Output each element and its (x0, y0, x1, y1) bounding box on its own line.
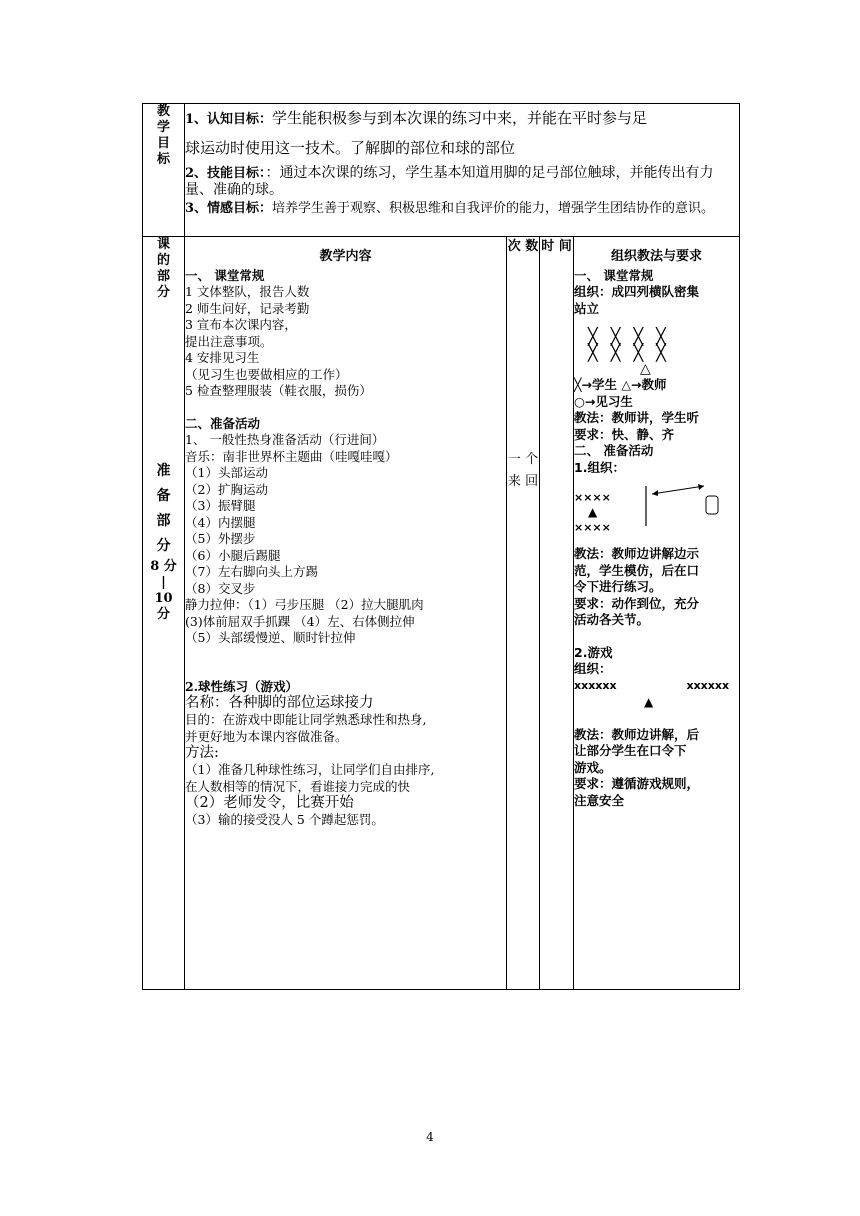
org-method-line: 要求：动作到位，充分 (574, 595, 700, 611)
teaching-content (185, 237, 507, 990)
teacher-marker: △ (640, 361, 651, 377)
game-teacher-marker: ▲ (644, 695, 654, 709)
arrow-line (652, 486, 704, 494)
drill-students-bottom: ×××× (574, 521, 611, 534)
drill-teacher-marker: ▲ (588, 505, 598, 519)
warmup-item: （5）外摆步 (185, 531, 256, 546)
routine-item: 提出注意事项。 (185, 333, 273, 349)
org-method-line: 要求：遵循游戏规则， (574, 776, 700, 791)
warmup-item: 1、 一般性热身准备活动（行进间） (185, 432, 385, 447)
org-method-line: 游戏。 (574, 759, 612, 775)
routine-item: （见习生也要做相应的工作） (185, 366, 348, 382)
warmup-item: （3）振臂腿 (185, 498, 256, 513)
warmup-item: 静力拉伸：（1）弓步压腿 （2）拉大腿肌肉 (185, 597, 424, 612)
goals-label: 教 学 目 标 (143, 104, 185, 237)
legend-line: ╳→学生 △→教师 (574, 377, 667, 392)
ball-game-step: （1）准备几种球性练习，让同学们自由排序, (185, 762, 435, 777)
drill-students-top: ×××× (574, 491, 611, 504)
page-number: 4 (426, 1130, 434, 1144)
formation-row: ╳ ╳ ╳ ╳ (588, 343, 670, 362)
goal-cognitive: 1、认知目标：学生能积极参与到本次课的练习中来，并能在平时参与足 球运动时使用这一技术。了解脚的部位和球的部位 (185, 109, 648, 157)
ball-game-purpose: 目的：在游戏中即能让同学熟悉球性和热身, (185, 712, 427, 727)
routine-item: 1 文体整队，报告人数 (185, 284, 310, 299)
organization-cell (574, 237, 740, 990)
arrow-right-head (698, 484, 704, 490)
warmup-item: 音乐：南非世界杯主题曲（哇嘎哇嘎） (185, 448, 398, 464)
drill-path-diagram (640, 482, 730, 532)
content-header: 教学内容 (319, 249, 372, 264)
warmup-item: (3)体前屈双手抓踝 （4）左、右体侧拉伸 (185, 613, 415, 629)
ball-game-purpose: 并更好地为本课内容做准备。 (185, 728, 348, 744)
lesson-plan-table (142, 103, 740, 990)
warmup-item: （7）左右脚向头上方踢 (185, 564, 318, 579)
formation-row: ╳ ╳ ╳ ╳ (588, 327, 670, 346)
org-game-title: 2.游戏 (574, 644, 613, 660)
org-warmup-org: 1.组织： (574, 459, 625, 475)
game-team-right: xxxxxx (686, 678, 730, 692)
goal-affective: 3、情感目标：培养学生善于观察、积极思维和自我评价的能力，增强学生团结协作的意识。 (185, 201, 715, 216)
arrow-left-head (652, 490, 658, 496)
warmup-item: （6）小腿后踢腿 (185, 547, 281, 563)
cone-icon (706, 496, 718, 514)
times-header: 次 数 (507, 239, 539, 254)
ball-game-step: 在人数相等的情况下，看谁接力完成的快 (185, 778, 411, 794)
warmup-title: 二、准备活动 (185, 415, 261, 431)
org-warmup-title: 二、 准备活动 (574, 443, 654, 458)
ball-game-title: 2.球性练习（游戏） (185, 678, 299, 694)
org-method-line: 范，学生模仿，后在口 (574, 562, 700, 578)
times-value: 一 个 来 回 (507, 452, 539, 489)
legend-line: ○→见习生 (574, 393, 633, 409)
duration-cell (540, 237, 574, 990)
org-method-line: 教法：教师边讲解，后 (574, 726, 700, 742)
org-routine-title: 一、 课堂常规 (574, 267, 654, 283)
org-header: 组织教法与要求 (611, 249, 703, 264)
org-method-line: 令下进行练习。 (574, 579, 662, 594)
section-label: 课 的 部 分 准 备 部 分 8 分 | 10 分 (143, 237, 185, 990)
warmup-item: （5）头部缓慢逆、顺时针拉伸 (185, 630, 356, 645)
warmup-drill-diagram (574, 482, 739, 538)
warmup-item: （1）头部运动 (185, 465, 268, 480)
routine-item: 4 安排见习生 (185, 350, 260, 365)
times-cell (507, 237, 540, 990)
ball-game-method-label: 方法: (185, 745, 219, 761)
org-method-line: 教法：教师边讲解边示 (574, 546, 700, 561)
game-formation (574, 678, 739, 695)
warmup-item: （8）交叉步 (185, 580, 256, 596)
org-routine-line: 站立 (574, 300, 600, 316)
org-game-org: 组织： (574, 661, 612, 676)
warmup-item: （2）扩胸运动 (185, 481, 268, 497)
ball-game-step: （3）输的接受没人 5 个蹲起惩罚。 (185, 812, 384, 827)
goals-row (143, 104, 740, 237)
ball-game-name: 名称：各种脚的部位运球接力 (185, 695, 374, 711)
ball-game-step: （2）老师发令，比赛开始 (185, 795, 354, 811)
org-method-line: 让部分学生在口令下 (574, 743, 687, 758)
org-routine-line: 组织：成四列横队密集 (574, 284, 700, 299)
org-method-line: 注意安全 (574, 792, 625, 808)
game-team-left: xxxxxx (574, 678, 617, 692)
routine-item: 2 师生问好，记录考勤 (185, 300, 310, 316)
routine-title: 一、 课堂常规 (185, 267, 265, 283)
routine-item: 3 宣布本次课内容， (185, 317, 297, 332)
goal-skill: 2、技能目标：：通过本次课的练习，学生基本知道用脚的足弓部位触球，并能传出有力量、准确的球。 (185, 165, 714, 198)
lesson-body-row (143, 237, 740, 990)
routine-item: 5 检查整理服装（鞋衣服，损伤） (185, 383, 372, 398)
org-method-line: 要求：快、静、齐 (574, 426, 675, 442)
org-method-line: 活动各关节。 (574, 612, 650, 627)
org-method-line: 教法：教师讲，学生听 (574, 410, 700, 425)
warmup-item: （4）内摆腿 (185, 514, 256, 530)
goals-cell (185, 104, 740, 237)
duration-header: 时 间 (541, 239, 572, 254)
